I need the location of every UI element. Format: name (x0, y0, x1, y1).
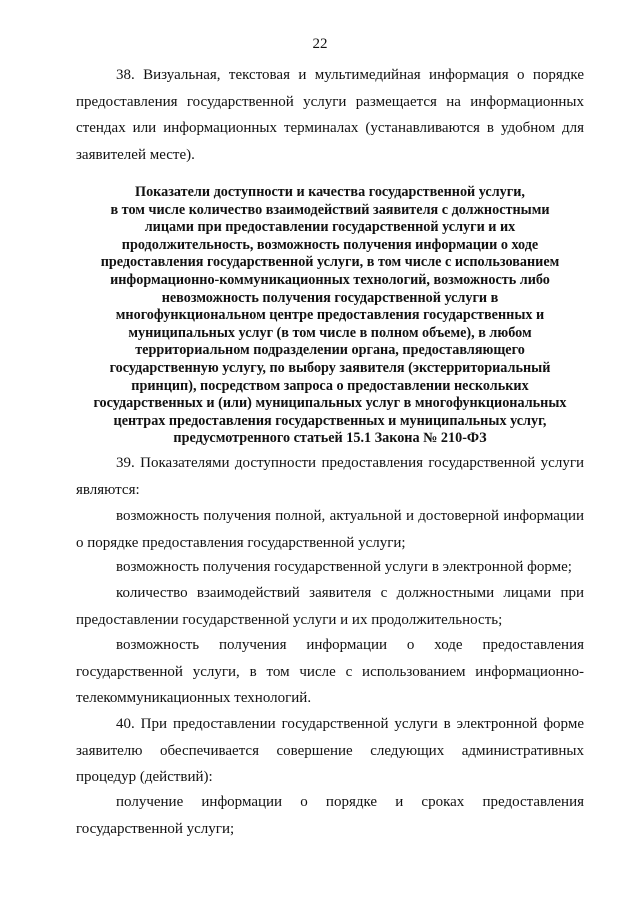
paragraph-39-item-a: возможность получения полной, актуальной и достоверной информации о порядке предоставления государственной услуги; (76, 508, 584, 551)
heading-line: в том числе количество взаимодействий заявителя с должностными (110, 201, 550, 218)
heading-line: информационно-коммуникационных технологий, возможность либо (110, 271, 550, 288)
heading-line: предусмотренного статьей 15.1 Закона № 210-ФЗ (173, 430, 487, 447)
paragraph-38: 38. Визуальная, текстовая и мультимедийная информация о порядке предоставления государственной услуги размещается на информационных стендах или информационных терминалах (устанавливаются в удобном для заявителей месте). (76, 67, 584, 163)
section-heading (74, 184, 586, 448)
heading-line: государственных и (или) муниципальных услуг в многофункциональных (93, 395, 567, 412)
heading-line: Показатели доступности и качества государственной услуги, (135, 184, 525, 200)
heading-line: лицами при предоставлении государственной услуги и их (144, 219, 516, 236)
heading-line: государственную услугу, по выбору заявителя (экстерриториальный (109, 359, 551, 376)
paragraph-39-item-d: возможность получения информации о ходе предоставления государственной услуги, в том числе с использованием информационно-телекоммуникационных технологий. (76, 637, 584, 706)
heading-line: многофункциональном центре предоставления государственных и (115, 307, 545, 324)
page-number: 22 (312, 36, 328, 52)
heading-line: продолжительность, возможность получения информации о ходе (121, 236, 539, 253)
heading-line: принцип), посредством запроса о предоставлении нескольких (131, 377, 529, 394)
paragraph-40-intro: 40. При предоставлении государственной услуги в электронной форме заявителю обеспечивается совершение следующих административных процедур (действий): (76, 716, 584, 785)
paragraph-40-item-a: получение информации о порядке и сроках предоставления государственной услуги; (76, 794, 584, 837)
paragraph-39-item-c: количество взаимодействий заявителя с должностными лицами при предоставлении государственной услуги и их продолжительность; (76, 585, 584, 628)
heading-line: невозможность получения государственной услуги в (161, 289, 499, 306)
heading-line: территориальном подразделении органа, предоставляющего (135, 342, 525, 359)
paragraph-39-intro: 39. Показателями доступности предоставления государственной услуги являются: (76, 455, 584, 498)
heading-line: центрах предоставления государственных и муниципальных услуг, (113, 412, 547, 429)
paragraph-39-item-b: возможность получения государственной услуги в электронной форме; (116, 559, 572, 575)
heading-line: предоставления государственной услуги, в том числе с использованием (100, 254, 560, 271)
heading-line: муниципальных услуг (в том числе в полном объеме), в любом (128, 324, 532, 341)
